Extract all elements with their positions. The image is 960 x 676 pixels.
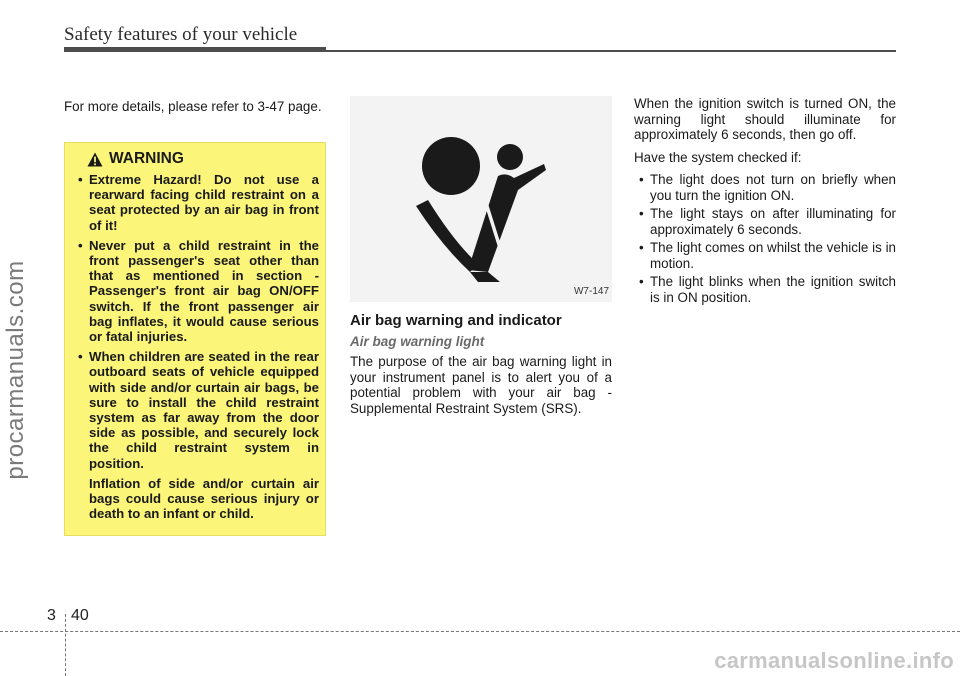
watermark-bottom: carmanualsonline.info — [714, 648, 954, 673]
airbag-figure — [350, 96, 612, 302]
airbag-paragraph: The purpose of the air bag warning light in your instrument panel is to alert you of a potential problem with your air bag - Supplemental Restraint System (SRS). — [350, 354, 612, 416]
list-item: • The light blinks when the ignition switch is in ON position. — [639, 274, 896, 305]
warning-triangle-icon — [87, 152, 103, 167]
warning-box — [64, 142, 326, 536]
figure-code: W7-147 — [573, 285, 609, 297]
list-item: • The light does not turn on briefly when you turn the ignition ON. — [639, 172, 896, 203]
footer-dashed-rule — [0, 631, 960, 632]
header-rule-thick — [64, 47, 326, 52]
list-item: • The light comes on whilst the vehicle is in motion. — [639, 240, 896, 271]
ignition-paragraph: When the ignition switch is turned ON, the warning light should illuminate for approximately 6 seconds, then go off. — [634, 96, 896, 142]
warning-item: • When children are seated in the rear outboard seats of vehicle equipped with side and/or curtain air bags, be sure to install the child restraint system as far away from the door side as possible, and securely lock the child restraint system in position. — [78, 349, 319, 471]
page-header-title: Safety features of your vehicle — [64, 24, 298, 45]
warning-title — [87, 150, 319, 168]
warning-extra: Inflation of side and/or curtain air bags could cause serious injury or death to an infant or child. — [89, 475, 319, 522]
airbag-warning-icon — [350, 96, 612, 302]
intro-paragraph: For more details, please refer to 3-47 page. — [64, 99, 322, 114]
footer-dashed-divider — [65, 614, 66, 676]
column-middle — [350, 96, 612, 423]
warning-title-text: WARNING — [109, 150, 184, 167]
header-rule-thin — [326, 50, 896, 52]
column-right — [634, 96, 896, 308]
section-heading: Air bag warning and indicator — [350, 312, 562, 329]
watermark-left: procarmanuals.com — [2, 260, 29, 480]
sub-heading: Air bag warning light — [350, 333, 485, 349]
column-left — [64, 99, 326, 122]
list-item: • The light stays on after illuminating for approximately 6 seconds. — [639, 206, 896, 237]
warning-item: • Never put a child restraint in the front passenger's seat other than that as mentioned in section - Passenger's front air bag ON/OFF switch. If the front passenger air bag inflates, it would cause serious or fatal injuries. — [78, 237, 319, 345]
chapter-number: 3 — [47, 607, 56, 624]
page-number: 40 — [71, 607, 89, 624]
warning-item: • Extreme Hazard! Do not use a rearward facing child restraint on a seat protected by an air bag in front of it! — [78, 172, 319, 233]
check-intro: Have the system checked if: — [634, 149, 802, 165]
